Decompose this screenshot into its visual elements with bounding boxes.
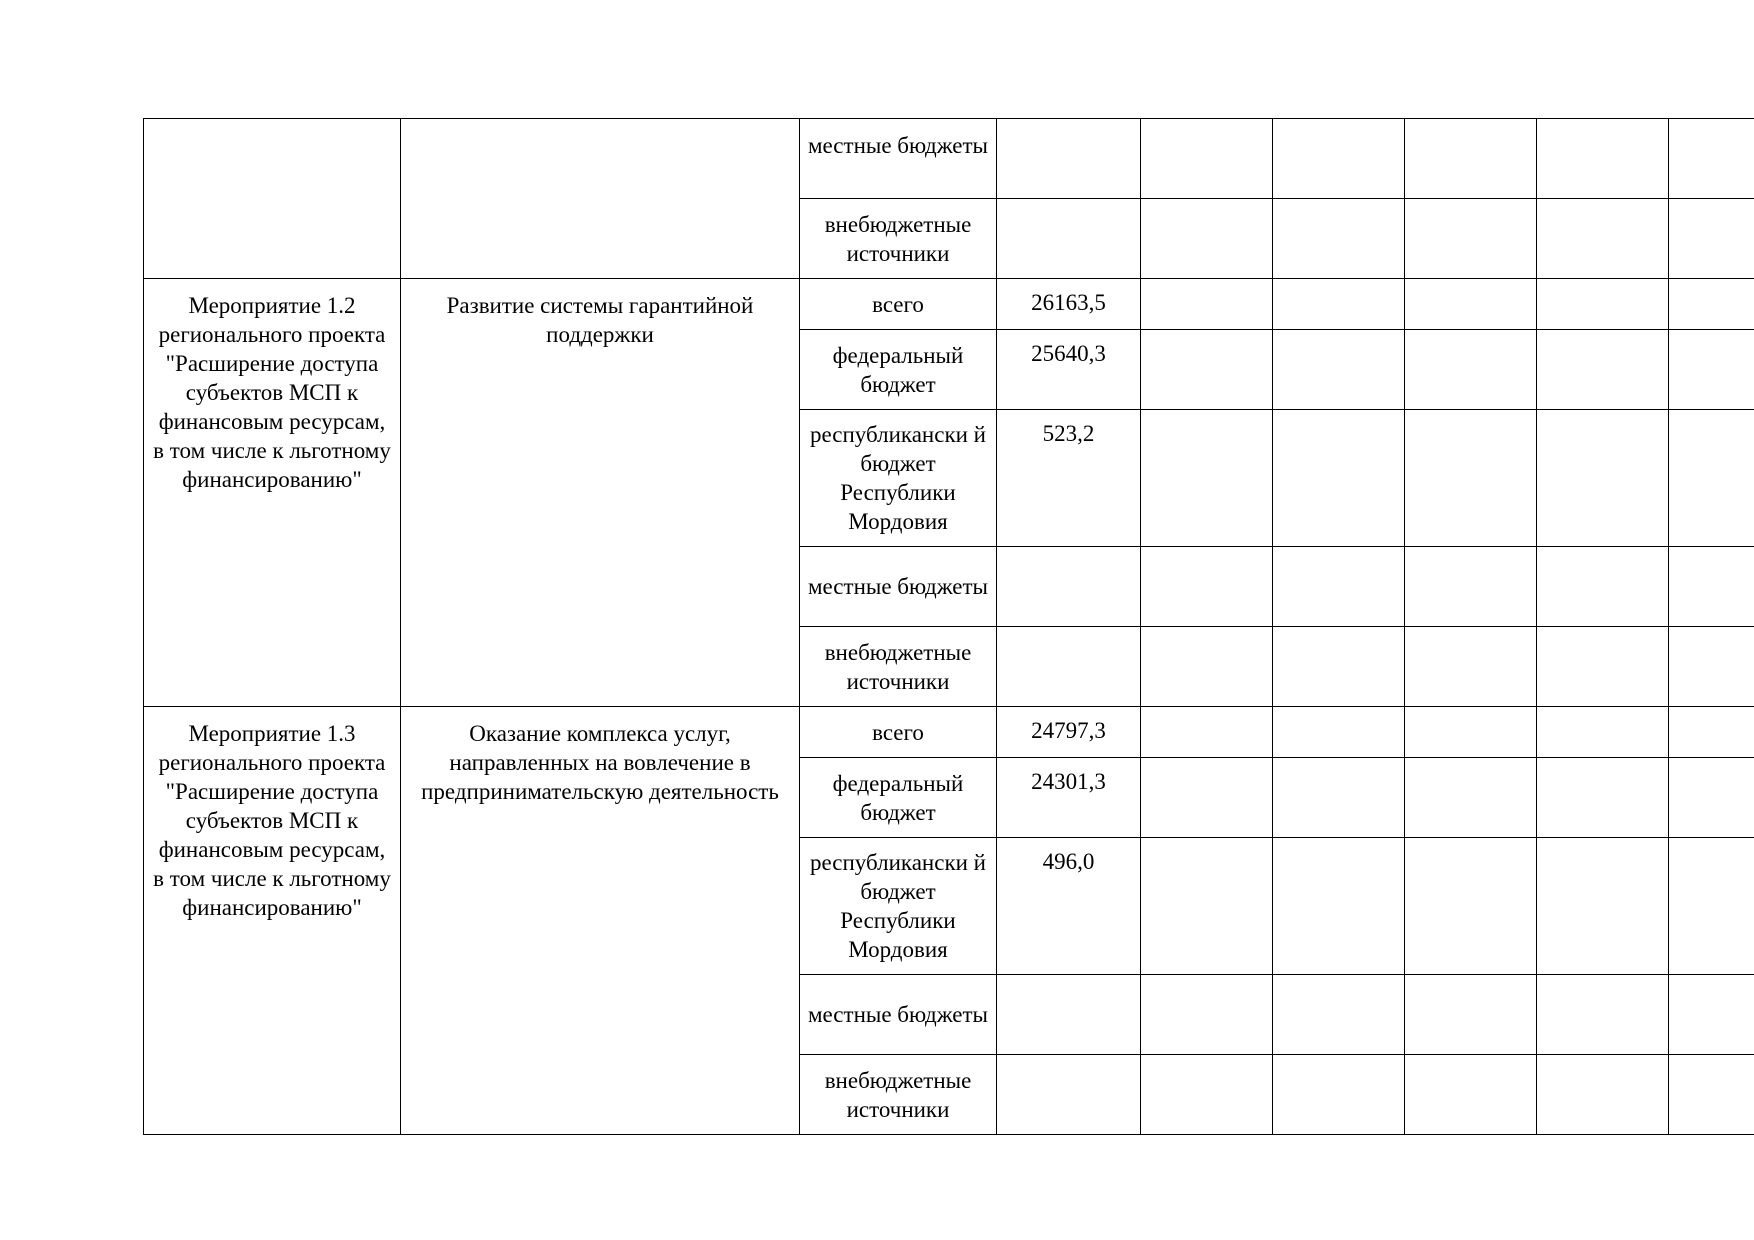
empty-cell (1141, 758, 1273, 838)
value-cell: 24797,3 (997, 707, 1141, 758)
empty-cell (1405, 410, 1537, 547)
empty-cell (1537, 838, 1669, 975)
empty-cell (1537, 707, 1669, 758)
value-cell (997, 975, 1141, 1055)
empty-cell (1405, 838, 1537, 975)
empty-cell (1273, 758, 1405, 838)
source-cell: федеральный бюджет (800, 758, 997, 838)
source-cell: местные бюджеты (800, 119, 997, 199)
empty-cell (1273, 330, 1405, 410)
empty-cell (1141, 975, 1273, 1055)
empty-cell (1405, 627, 1537, 707)
source-cell: республикански й бюджет Республики Мордовия (800, 838, 997, 975)
source-cell: федеральный бюджет (800, 330, 997, 410)
empty-cell (1537, 975, 1669, 1055)
empty-cell (1669, 838, 1754, 975)
event-cell: Мероприятие 1.3 регионального проекта "Расширение доступа субъектов МСП к финансовым ресурсам, в том числе к льготному финансированию" (144, 707, 401, 1135)
empty-cell (1273, 547, 1405, 627)
empty-cell (1405, 119, 1537, 199)
empty-cell (1405, 279, 1537, 330)
empty-cell (1537, 410, 1669, 547)
empty-cell (1669, 627, 1754, 707)
empty-cell (1669, 119, 1754, 199)
table-row (144, 119, 1754, 199)
empty-cell (1537, 279, 1669, 330)
empty-cell (1669, 279, 1754, 330)
empty-cell (1273, 838, 1405, 975)
table-row (144, 279, 1754, 330)
empty-cell (1405, 707, 1537, 758)
empty-cell (1405, 199, 1537, 279)
empty-cell (1537, 627, 1669, 707)
empty-cell (1141, 838, 1273, 975)
source-cell: республикански й бюджет Республики Мордовия (800, 410, 997, 547)
empty-cell (1537, 758, 1669, 838)
value-cell (997, 119, 1141, 199)
empty-cell (1141, 1055, 1273, 1135)
empty-cell (1273, 199, 1405, 279)
table-row (144, 707, 1754, 758)
empty-cell (1537, 119, 1669, 199)
empty-cell (1405, 758, 1537, 838)
value-cell (997, 627, 1141, 707)
empty-cell (1141, 547, 1273, 627)
empty-cell (1273, 1055, 1405, 1135)
empty-cell (1141, 330, 1273, 410)
empty-cell (1273, 975, 1405, 1055)
empty-cell (1273, 707, 1405, 758)
empty-cell (1141, 627, 1273, 707)
value-cell: 25640,3 (997, 330, 1141, 410)
description-cell: Оказание комплекса услуг, направленных на вовлечение в предпринимательскую деятельность (401, 707, 800, 1135)
empty-cell (1669, 330, 1754, 410)
funding-table (143, 118, 1754, 1135)
source-cell: внебюджетные источники (800, 199, 997, 279)
source-cell: местные бюджеты (800, 547, 997, 627)
empty-cell (1537, 1055, 1669, 1135)
empty-cell (1273, 119, 1405, 199)
value-cell: 523,2 (997, 410, 1141, 547)
empty-cell (1141, 279, 1273, 330)
empty-cell (1537, 199, 1669, 279)
empty-cell (1669, 975, 1754, 1055)
value-cell: 496,0 (997, 838, 1141, 975)
description-cell (401, 119, 800, 279)
empty-cell (1273, 279, 1405, 330)
empty-cell (1141, 199, 1273, 279)
value-cell (997, 199, 1141, 279)
source-cell: внебюджетные источники (800, 1055, 997, 1135)
empty-cell (1141, 707, 1273, 758)
empty-cell (1273, 410, 1405, 547)
value-cell: 24301,3 (997, 758, 1141, 838)
empty-cell (1669, 410, 1754, 547)
empty-cell (1273, 627, 1405, 707)
empty-cell (1669, 1055, 1754, 1135)
empty-cell (1669, 199, 1754, 279)
empty-cell (1405, 330, 1537, 410)
empty-cell (1669, 707, 1754, 758)
description-cell: Развитие системы гарантийной поддержки (401, 279, 800, 707)
empty-cell (1669, 758, 1754, 838)
empty-cell (1405, 1055, 1537, 1135)
source-cell: внебюджетные источники (800, 627, 997, 707)
empty-cell (1669, 547, 1754, 627)
empty-cell (1537, 330, 1669, 410)
source-cell: местные бюджеты (800, 975, 997, 1055)
value-cell (997, 547, 1141, 627)
empty-cell (1537, 547, 1669, 627)
empty-cell (1405, 975, 1537, 1055)
event-cell (144, 119, 401, 279)
empty-cell (1141, 410, 1273, 547)
value-cell: 26163,5 (997, 279, 1141, 330)
source-cell: всего (800, 707, 997, 758)
source-cell: всего (800, 279, 997, 330)
empty-cell (1405, 547, 1537, 627)
empty-cell (1141, 119, 1273, 199)
event-cell: Мероприятие 1.2 регионального проекта "Расширение доступа субъектов МСП к финансовым ресурсам, в том числе к льготному финансированию" (144, 279, 401, 707)
value-cell (997, 1055, 1141, 1135)
